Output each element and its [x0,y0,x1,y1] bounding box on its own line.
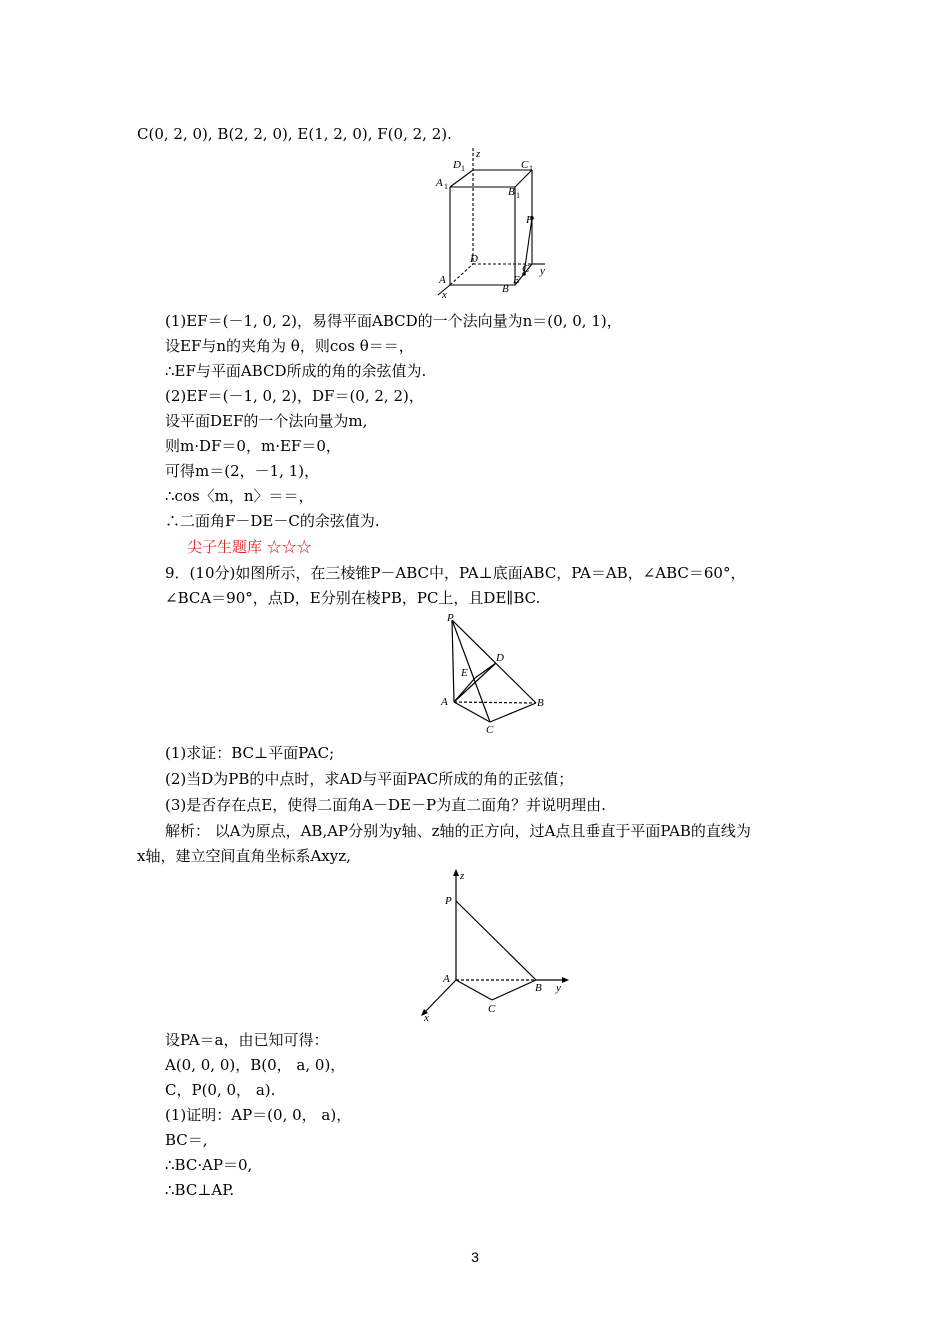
fig-label: C [521,159,529,171]
fig-label: D [496,652,504,664]
text-line: ∠BCA＝90°，点D，E分别在棱PB，PC上，且DE∥BC. [165,589,541,607]
text-line: A(0, 0, 0)，B(0， a, 0)， [165,1056,346,1074]
fig-label: D [470,253,478,265]
box-figure [420,140,560,305]
fig-label: A [443,973,450,985]
text-line: (1)EF＝(－1, 0, 2)，易得平面ABCD的一个法向量为n＝(0, 0, 1)， [165,312,622,330]
text-line: 则m·DF＝0，m·EF＝0， [165,437,341,455]
fig-label: A [439,274,446,286]
text-line: 9．(10分)如图所示，在三棱锥P－ABC中，PA⊥底面ABC，PA＝AB，∠ABC＝60°， [165,564,746,582]
text-line: (2)EF＝(－1, 0, 2)，DF＝(0, 2, 2)， [165,387,424,405]
pyramid-figure [430,610,560,740]
fig-label: C [488,1003,496,1015]
text-line: (1)证明：AP＝(0, 0， a)， [165,1106,352,1124]
fig-label: y [540,265,545,277]
fig-label: P [447,612,454,624]
fig-label: A [441,696,448,708]
text-line: 可得m＝(2，－1, 1)， [165,462,320,480]
fig-label: 1 [461,164,465,173]
fig-label: 1 [516,191,520,200]
fig-label: B [508,186,515,198]
text-line: BC＝, [165,1131,208,1149]
text-line: C，P(0, 0， a). [165,1081,276,1099]
fig-label: F [526,214,533,226]
fig-label: C [522,263,530,275]
fig-label: 1 [529,164,533,173]
fig-label: z [460,870,465,882]
text-line: (3)是否存在点E，使得二面角A－DE－P为直二面角？并说明理由. [165,796,606,814]
fig-label: 1 [444,182,448,191]
fig-label: B [537,697,544,709]
fig-label: P [445,895,452,907]
text-line: ∴BC·AP＝0, [165,1156,253,1174]
fig-label: B [502,283,509,295]
fig-label: x [424,1012,429,1024]
fig-label: E [513,274,520,286]
fig-label: B [535,982,542,994]
text-line: (2)当D为PB的中点时，求AD与平面PAC所成的角的正弦值； [165,770,574,788]
text-line: ∴二面角F－DE－C的余弦值为. [165,512,380,530]
axes-figure [410,865,580,1025]
text-line: (1)求证：BC⊥平面PAC; [165,744,335,762]
fig-label: E [461,667,468,679]
page-number: 3 [471,1249,479,1265]
text-line: ∴EF与平面ABCD所成的角的余弦值为. [165,362,427,380]
text-line: ∴cos〈m，n〉＝＝， [165,487,314,505]
fig-label: D [453,159,461,171]
section-heading: 尖子生题库 ☆☆☆ [187,538,312,556]
text-line: 设平面DEF的一个法向量为m, [165,412,368,430]
fig-label: C [486,724,494,736]
fig-label: A [436,177,443,189]
fig-label: y [556,982,561,994]
text-line: 设PA＝a，由已知可得： [165,1031,329,1049]
fig-label: z [476,148,481,160]
text-line: 解析： 以A为原点，AB,AP分别为y轴、z轴的正方向，过A点且垂直于平面PAB的直线为 [165,822,751,840]
fig-label: x [442,289,447,301]
text-line: ∴BC⊥AP. [165,1181,235,1199]
text-line: 设EF与n的夹角为 θ，则cos θ＝＝， [165,337,414,355]
text-line: x轴，建立空间直角坐标系Axyz, [137,847,351,865]
text-line: C(0, 2, 0), B(2, 2, 0), E(1, 2, 0), F(0, 2, 2). [137,125,452,143]
